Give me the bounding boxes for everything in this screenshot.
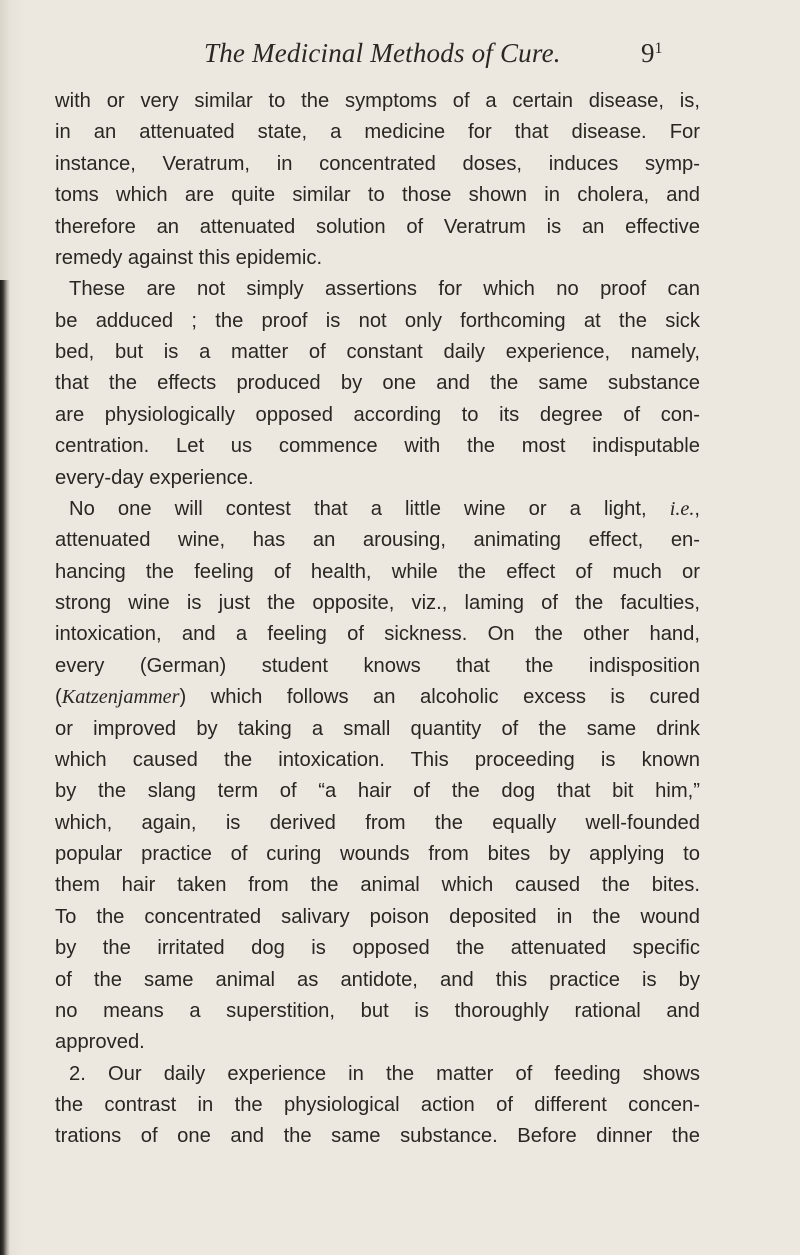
text-line: 2. Our daily experience in the matter of feeding shows xyxy=(69,1062,700,1085)
text-line: bed, but is a matter of constant daily experience, namely, xyxy=(55,341,700,363)
text-line: with or very similar to the symptoms of a certain disease, is, xyxy=(55,90,700,112)
italic-term: Katzenjammer xyxy=(61,686,180,709)
text-line: by the slang term of “a hair of the dog that bit him,” xyxy=(55,780,700,803)
text-line: These are not simply assertions for which no proof can xyxy=(69,278,700,301)
text-line: are physiologically opposed according to its degree of con- xyxy=(55,403,700,426)
text-line: popular practice of curing wounds from bites by applying to xyxy=(55,843,700,865)
text-line: be adduced ; the proof is not only forthcoming at the sick xyxy=(55,309,700,332)
text-line: by the irritated dog is opposed the attenuated specific xyxy=(55,937,700,960)
italic-term: i.e. xyxy=(669,497,695,520)
text-line: attenuated wine, has an arousing, animating effect, en- xyxy=(55,529,700,552)
body-text xyxy=(55,86,700,1153)
text-line: which caused the intoxication. This proceeding is known xyxy=(55,748,700,771)
text-line: or improved by taking a small quantity of the same drink xyxy=(55,717,700,740)
text-line: instance, Veratrum, in concentrated doses, induces symp- xyxy=(55,152,700,175)
text-line: of the same animal as antidote, and this practice is by xyxy=(55,968,700,991)
text-line: no means a superstition, but is thoroughly rational and xyxy=(55,999,700,1022)
text-line: No one will contest that a little wine or a light, i.e., xyxy=(69,497,700,520)
text-line: To the concentrated salivary poison deposited in the wound xyxy=(55,905,700,928)
binding-gutter-shadow xyxy=(0,280,10,1255)
text-line: every-day experience. xyxy=(55,466,254,489)
text-line: in an attenuated state, a medicine for that disease. For xyxy=(55,121,700,144)
running-title: The Medicinal Methods of Cure. xyxy=(204,38,561,68)
text-line: trations of one and the same substance. Before dinner the xyxy=(55,1125,700,1148)
text-line: which, again, is derived from the equally well-founded xyxy=(55,811,700,834)
text-line: approved. xyxy=(55,1031,145,1054)
text-line: remedy against this epidemic. xyxy=(55,246,323,269)
text-line: the contrast in the physiological action of different concen- xyxy=(55,1094,700,1116)
text-line: every (German) student knows that the indisposition xyxy=(55,654,700,677)
page-header xyxy=(0,30,800,70)
text-line: them hair taken from the animal which caused the bites. xyxy=(55,874,700,897)
page-number-main: 9 xyxy=(641,38,655,68)
page-number-sup: 1 xyxy=(654,40,663,57)
text-line: intoxication, and a feeling of sickness. On the other hand, xyxy=(55,623,700,646)
text-line: therefore an attenuated solution of Veratrum is an effective xyxy=(55,215,700,238)
text-line: that the effects produced by one and the same substance xyxy=(55,372,700,395)
text-line: hancing the feeling of health, while the effect of much or xyxy=(55,560,700,583)
page-number xyxy=(641,38,663,69)
text-line: toms which are quite similar to those shown in cholera, and xyxy=(55,184,700,207)
text-line: (Katzenjammer) which follows an alcoholic excess is cured xyxy=(55,686,700,709)
text-line: centration. Let us commence with the most indisputable xyxy=(55,435,700,458)
text-line: strong wine is just the opposite, viz., laming of the faculties, xyxy=(55,592,700,614)
